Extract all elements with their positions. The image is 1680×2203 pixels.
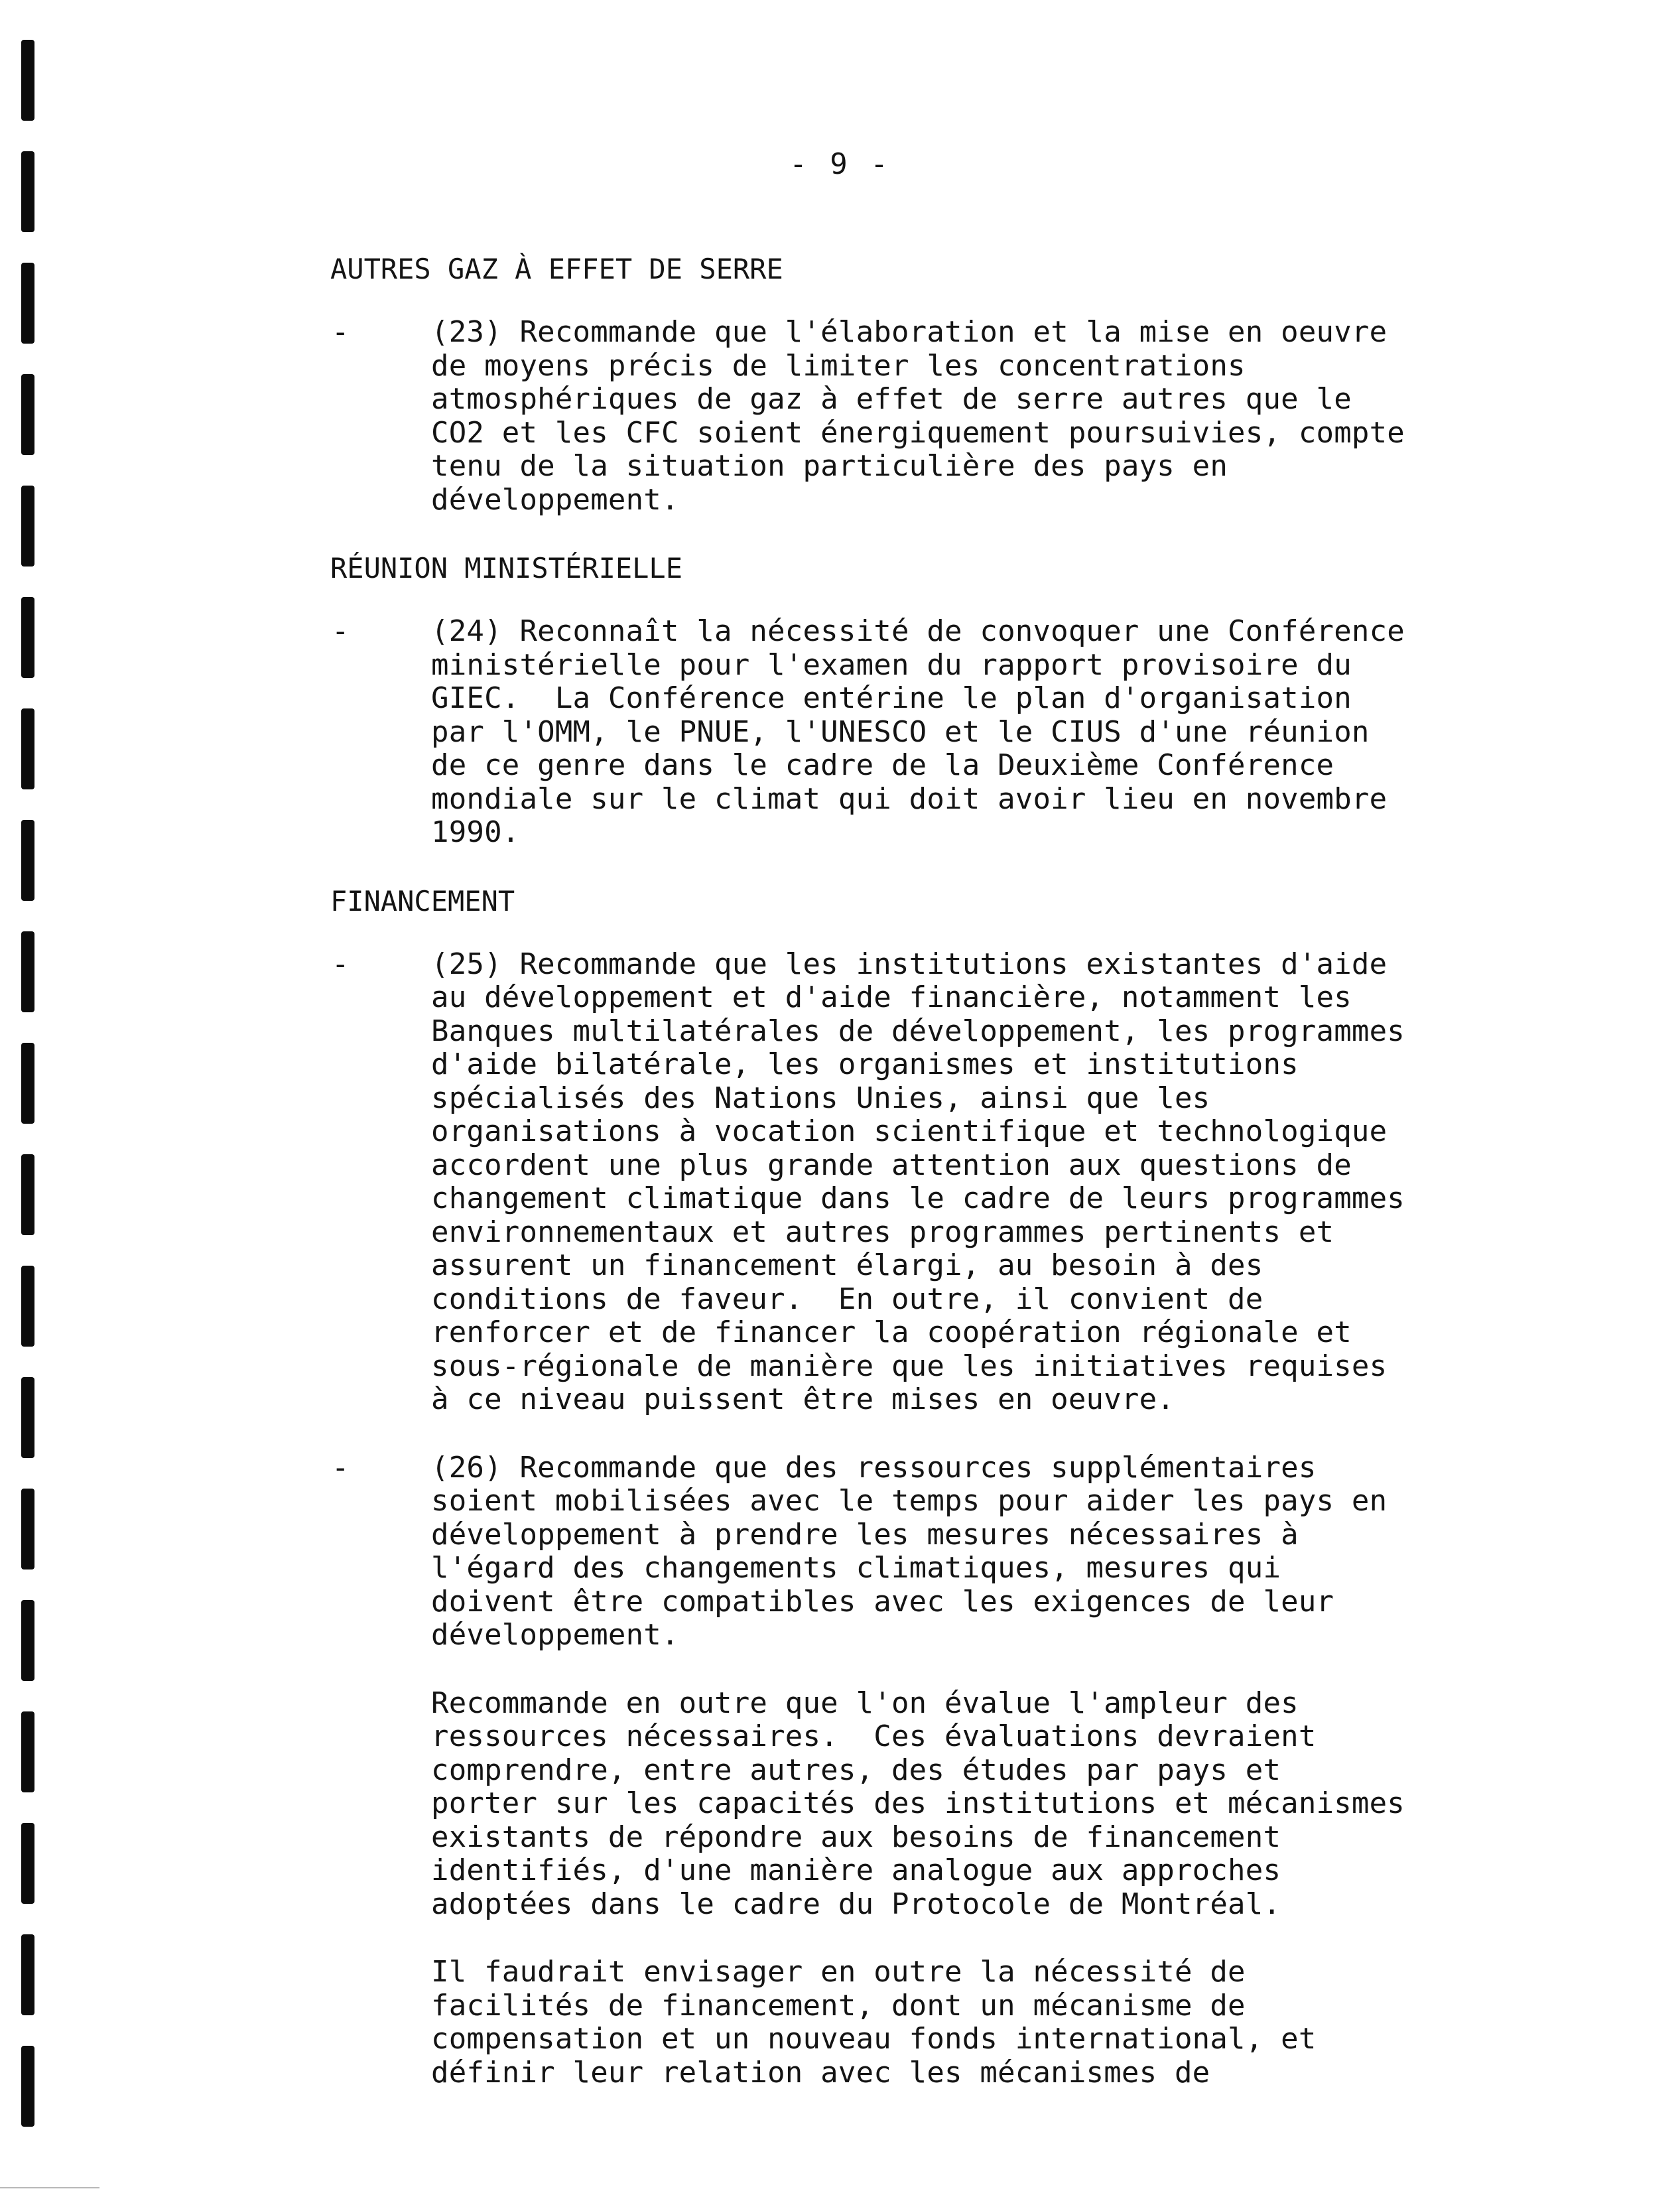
recommendation-text: (25) Recommande que les institutions existantes d'aide au développement et d'aide financière, notamment les Banques multilatérales de développement, les programmes d'aide bilatérale, les organismes et institutions spécialisés des Nations Unies, ainsi que les organisations à vocation scientifique et technologique accordent une plus grande attention aux questions de changement climatique dans le cadre de leurs programmes environnementaux et autres programmes pertinents et assurent un financement élargi, au besoin à des conditions de faveur. En outre, il convient de renforcer et de financer la coopération régionale et sous-régionale de manière que les initiatives requises à ce niveau puissent être mises en oeuvre. (431, 947, 1405, 1416)
punch-hole (21, 597, 34, 678)
section-heading: AUTRES GAZ À EFFET DE SERRE (330, 253, 783, 285)
section-financement (330, 884, 1551, 2090)
continuation-paragraph: Recommande en outre que l'on évalue l'ampleur des ressources nécessaires. Ces évaluations devraient comprendre, entre autres, des études par pays et porter sur les capacités des institutions et mécanismes existants de répondre aux besoins de financement identifiés, d'une manière analogue aux approches adoptées dans le cadre du Protocole de Montréal. (431, 1686, 1405, 1921)
recommendation-item-24 (330, 615, 1551, 850)
punch-hole (21, 931, 34, 1012)
recommendation-text: (24) Reconnaît la nécessité de convoquer une Conférence ministérielle pour l'examen du rapport provisoire du GIEC. La Conférence entérine le plan d'organisation par l'OMM, le PNUE, l'UNESCO et le CIUS d'une réunion de ce genre dans le cadre de la Deuxième Conférence mondiale sur le climat qui doit avoir lieu en novembre 1990. (431, 614, 1405, 849)
list-dash: - (332, 315, 350, 349)
punch-hole (21, 1154, 34, 1235)
punch-hole (21, 1711, 34, 1792)
punch-hole (21, 1600, 34, 1681)
list-dash: - (332, 1450, 350, 1485)
punch-hole (21, 263, 34, 344)
document-body (330, 252, 1551, 2124)
punch-hole (21, 486, 34, 567)
continuation-paragraph: Il faudrait envisager en outre la nécessité de facilités de financement, dont un mécanisme de compensation et un nouveau fonds international, et définir leur relation avec les mécanismes de (431, 1955, 1317, 2090)
binder-punch-holes (0, 0, 40, 2203)
section-heading: RÉUNION MINISTÉRIELLE (330, 552, 683, 584)
page-number: - 9 - (789, 147, 891, 181)
punch-hole (21, 820, 34, 901)
punch-hole (21, 1266, 34, 1347)
recommendation-text: (26) Recommande que des ressources supplémentaires soient mobilisées avec le temps pour aider les pays en développement à prendre les mesures nécessaires à l'égard des changements climatiques, mesures qui doivent être compatibles avec les exigences de leur développement. (431, 1450, 1388, 1652)
scan-edge-mark (0, 2187, 99, 2188)
list-dash: - (332, 947, 350, 981)
punch-hole (21, 1934, 34, 2015)
punch-hole (21, 1823, 34, 1904)
punch-hole (21, 1377, 34, 1458)
recommendation-item-23 (330, 316, 1551, 517)
punch-hole (21, 40, 34, 121)
recommendation-item-25 (330, 948, 1551, 1417)
section-autres-gaz (330, 252, 1551, 517)
section-heading: FINANCEMENT (330, 884, 515, 917)
punch-hole (21, 1489, 34, 1569)
punch-hole (21, 708, 34, 789)
list-dash: - (332, 614, 350, 648)
section-reunion-ministerielle (330, 551, 1551, 850)
punch-hole (21, 2046, 34, 2127)
punch-hole (21, 1043, 34, 1124)
recommendation-item-26 (330, 1451, 1551, 1652)
punch-hole (21, 374, 34, 455)
recommendation-text: (23) Recommande que l'élaboration et la mise en oeuvre de moyens précis de limiter les concentrations atmosphériques de gaz à effet de serre autres que le CO2 et les CFC soient énergiquement poursuivies, compte tenu de la situation particulière des pays en développement. (431, 315, 1405, 517)
